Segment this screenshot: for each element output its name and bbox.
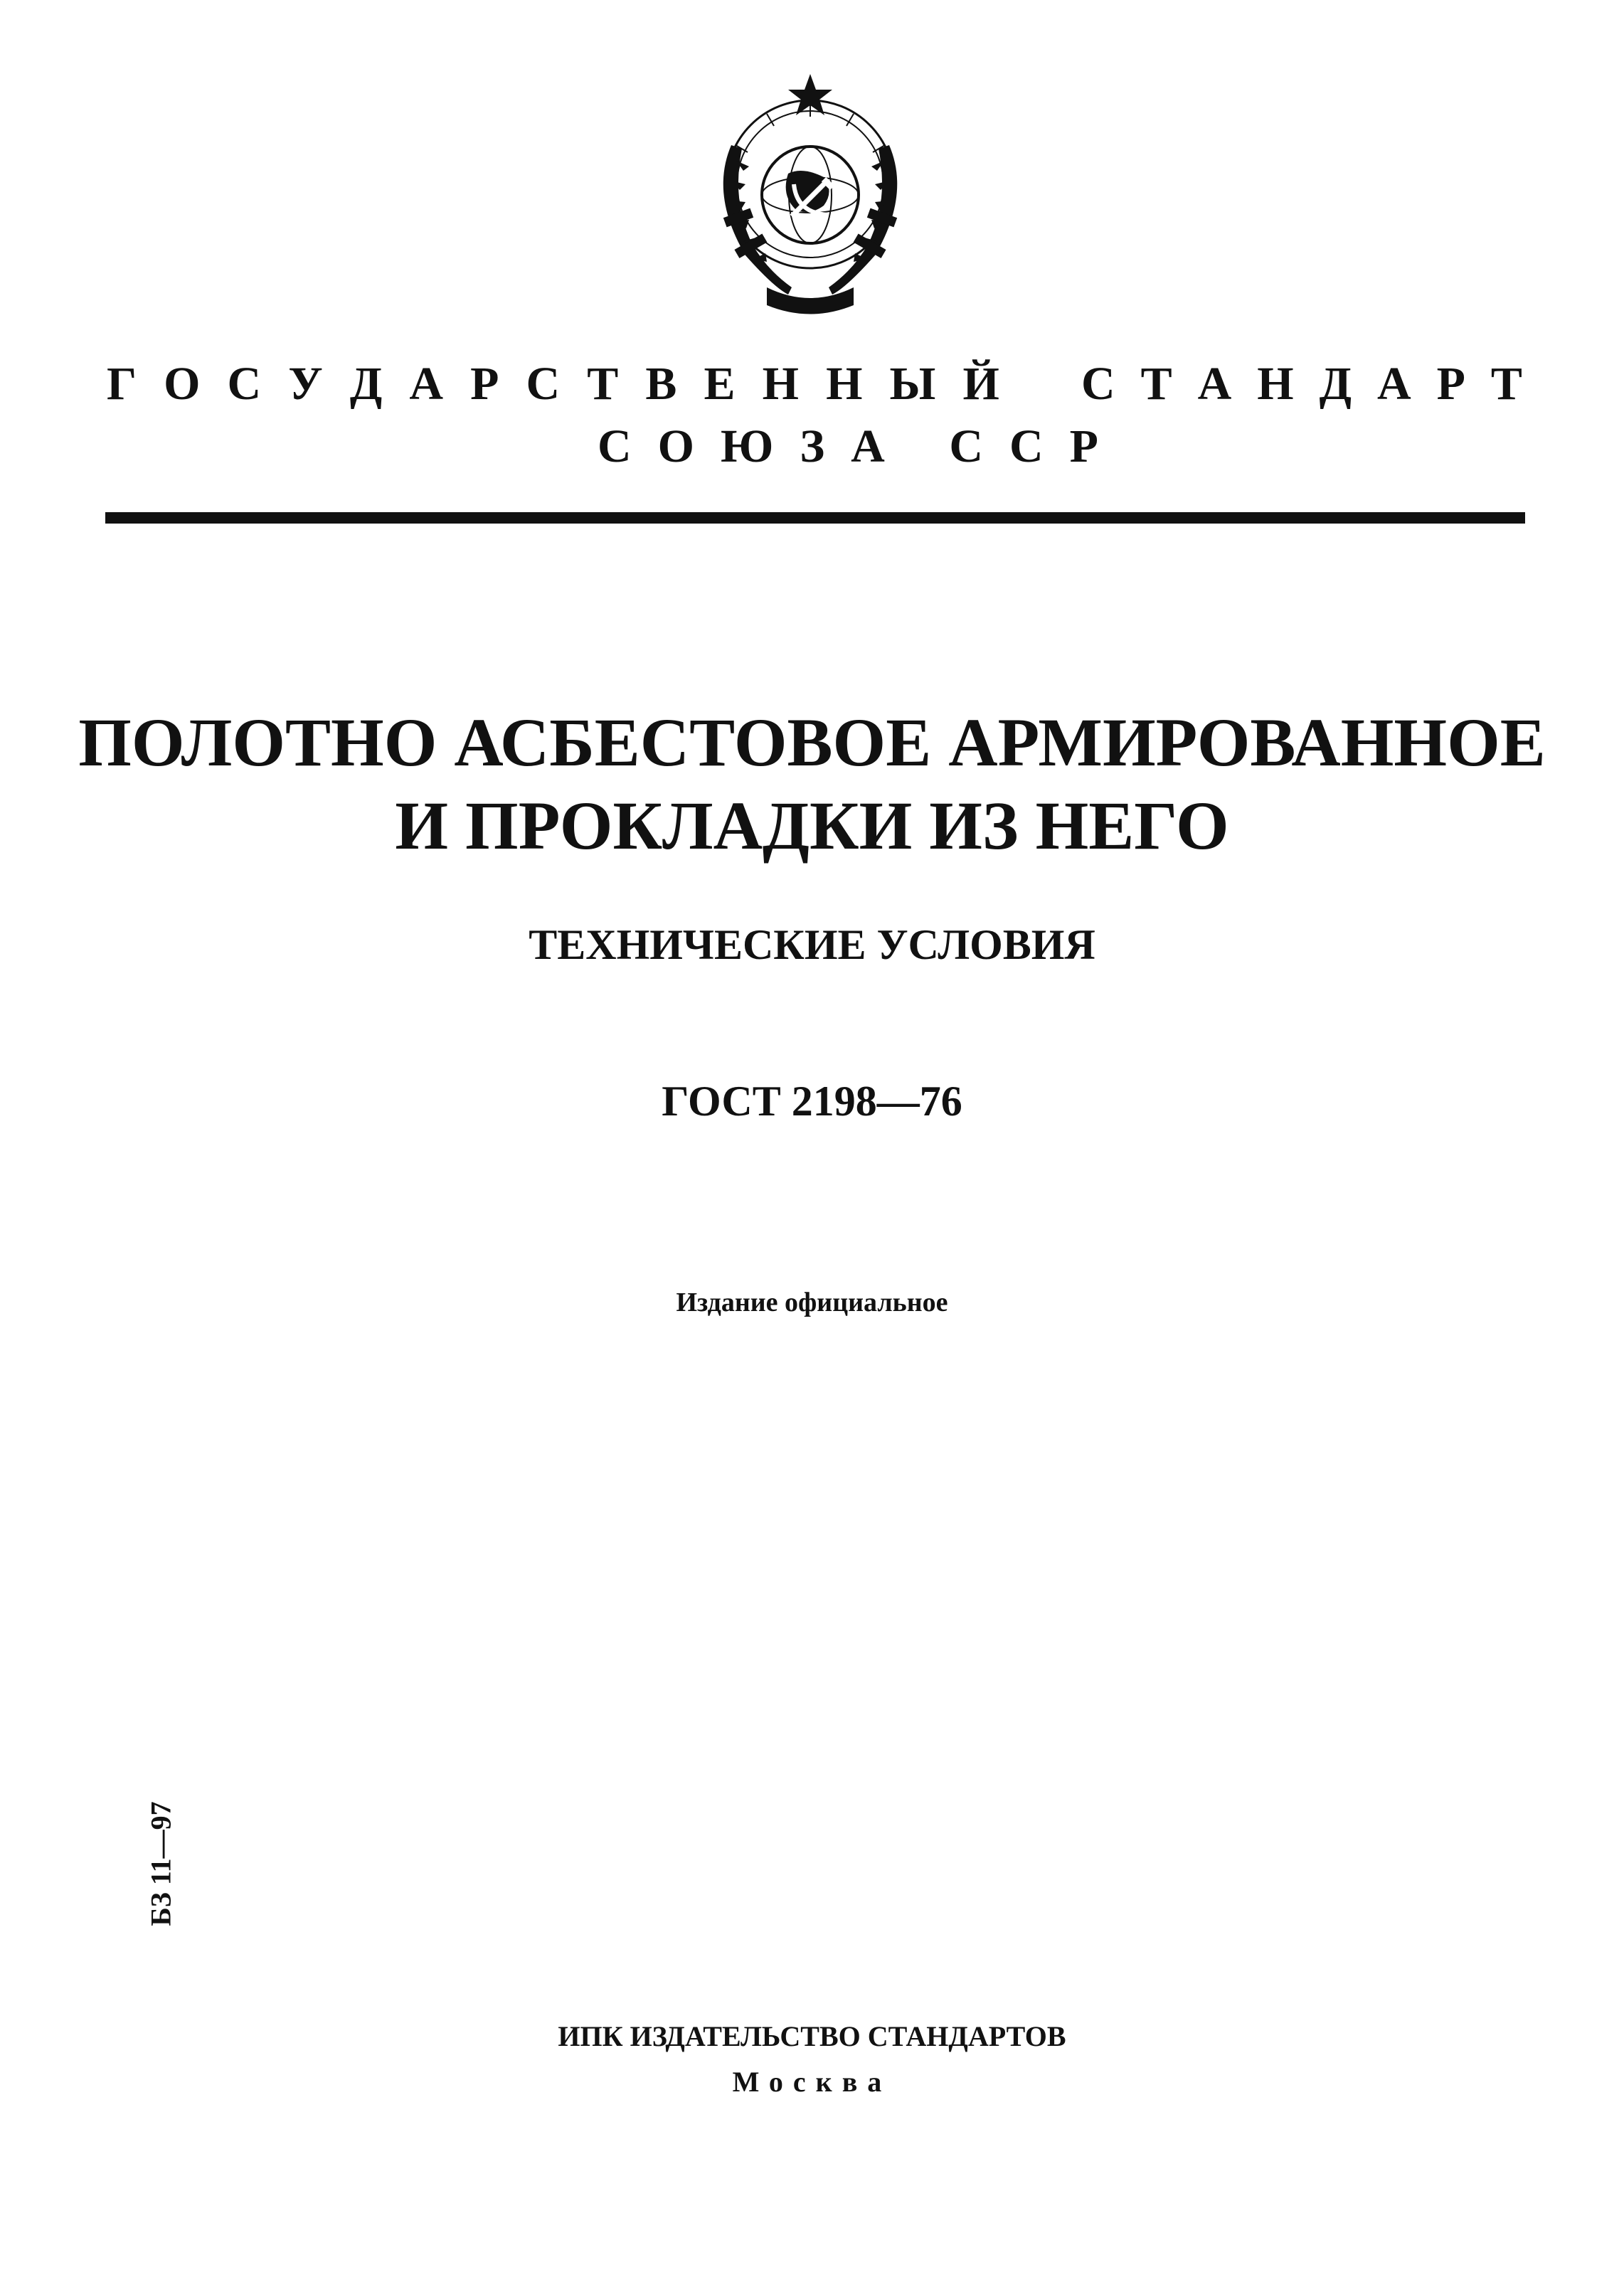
letter: Н: [1257, 358, 1294, 410]
letter: У: [288, 358, 323, 410]
letter: О: [164, 358, 201, 410]
letter: С: [526, 358, 561, 410]
letter: Р: [470, 358, 499, 410]
letter: Ы: [889, 358, 936, 410]
letter: С: [227, 358, 262, 410]
letter: Д: [1319, 358, 1352, 410]
header-word-1: [107, 357, 999, 411]
header-line-1: [107, 356, 1522, 413]
letter: Р: [1436, 358, 1465, 410]
publisher: ИПК ИЗДАТЕЛЬСТВО СТАНДАРТОВ: [558, 2020, 1066, 2052]
side-code: БЗ 11—97: [144, 1801, 177, 1926]
letter: Т: [1140, 358, 1172, 410]
letter: Й: [962, 358, 999, 410]
letter: Д: [349, 358, 383, 410]
letter: А: [1376, 358, 1411, 410]
header-word-2: [1081, 357, 1522, 411]
letter: Е: [704, 358, 736, 410]
header-line-2-text: СОЮЗА ССР: [598, 420, 1125, 472]
edition-label: Издание официальное: [676, 1288, 948, 1317]
letter: Г: [107, 358, 137, 410]
header-rule: [105, 512, 1525, 524]
letter: А: [409, 358, 444, 410]
letter: Т: [587, 358, 619, 410]
letter: Н: [826, 358, 863, 410]
standard-number: ГОСТ 2198—76: [662, 1078, 962, 1125]
letter: А: [1197, 358, 1232, 410]
state-emblem: [681, 60, 939, 320]
document-title-line-1: ПОЛОТНО АСБЕСТОВОЕ АРМИРОВАННОЕ: [78, 704, 1546, 780]
letter: С: [1081, 358, 1115, 410]
document-subtitle: ТЕХНИЧЕСКИЕ УСЛОВИЯ: [529, 921, 1095, 968]
state-emblem-icon: [681, 60, 939, 320]
publisher-city: Москва: [732, 2066, 892, 2098]
letter: В: [645, 358, 677, 410]
document-title-line-2: И ПРОКЛАДКИ ИЗ НЕГО: [395, 787, 1229, 864]
header-line-2: [598, 418, 1125, 475]
letter: Т: [1490, 358, 1522, 410]
letter: Н: [762, 358, 800, 410]
